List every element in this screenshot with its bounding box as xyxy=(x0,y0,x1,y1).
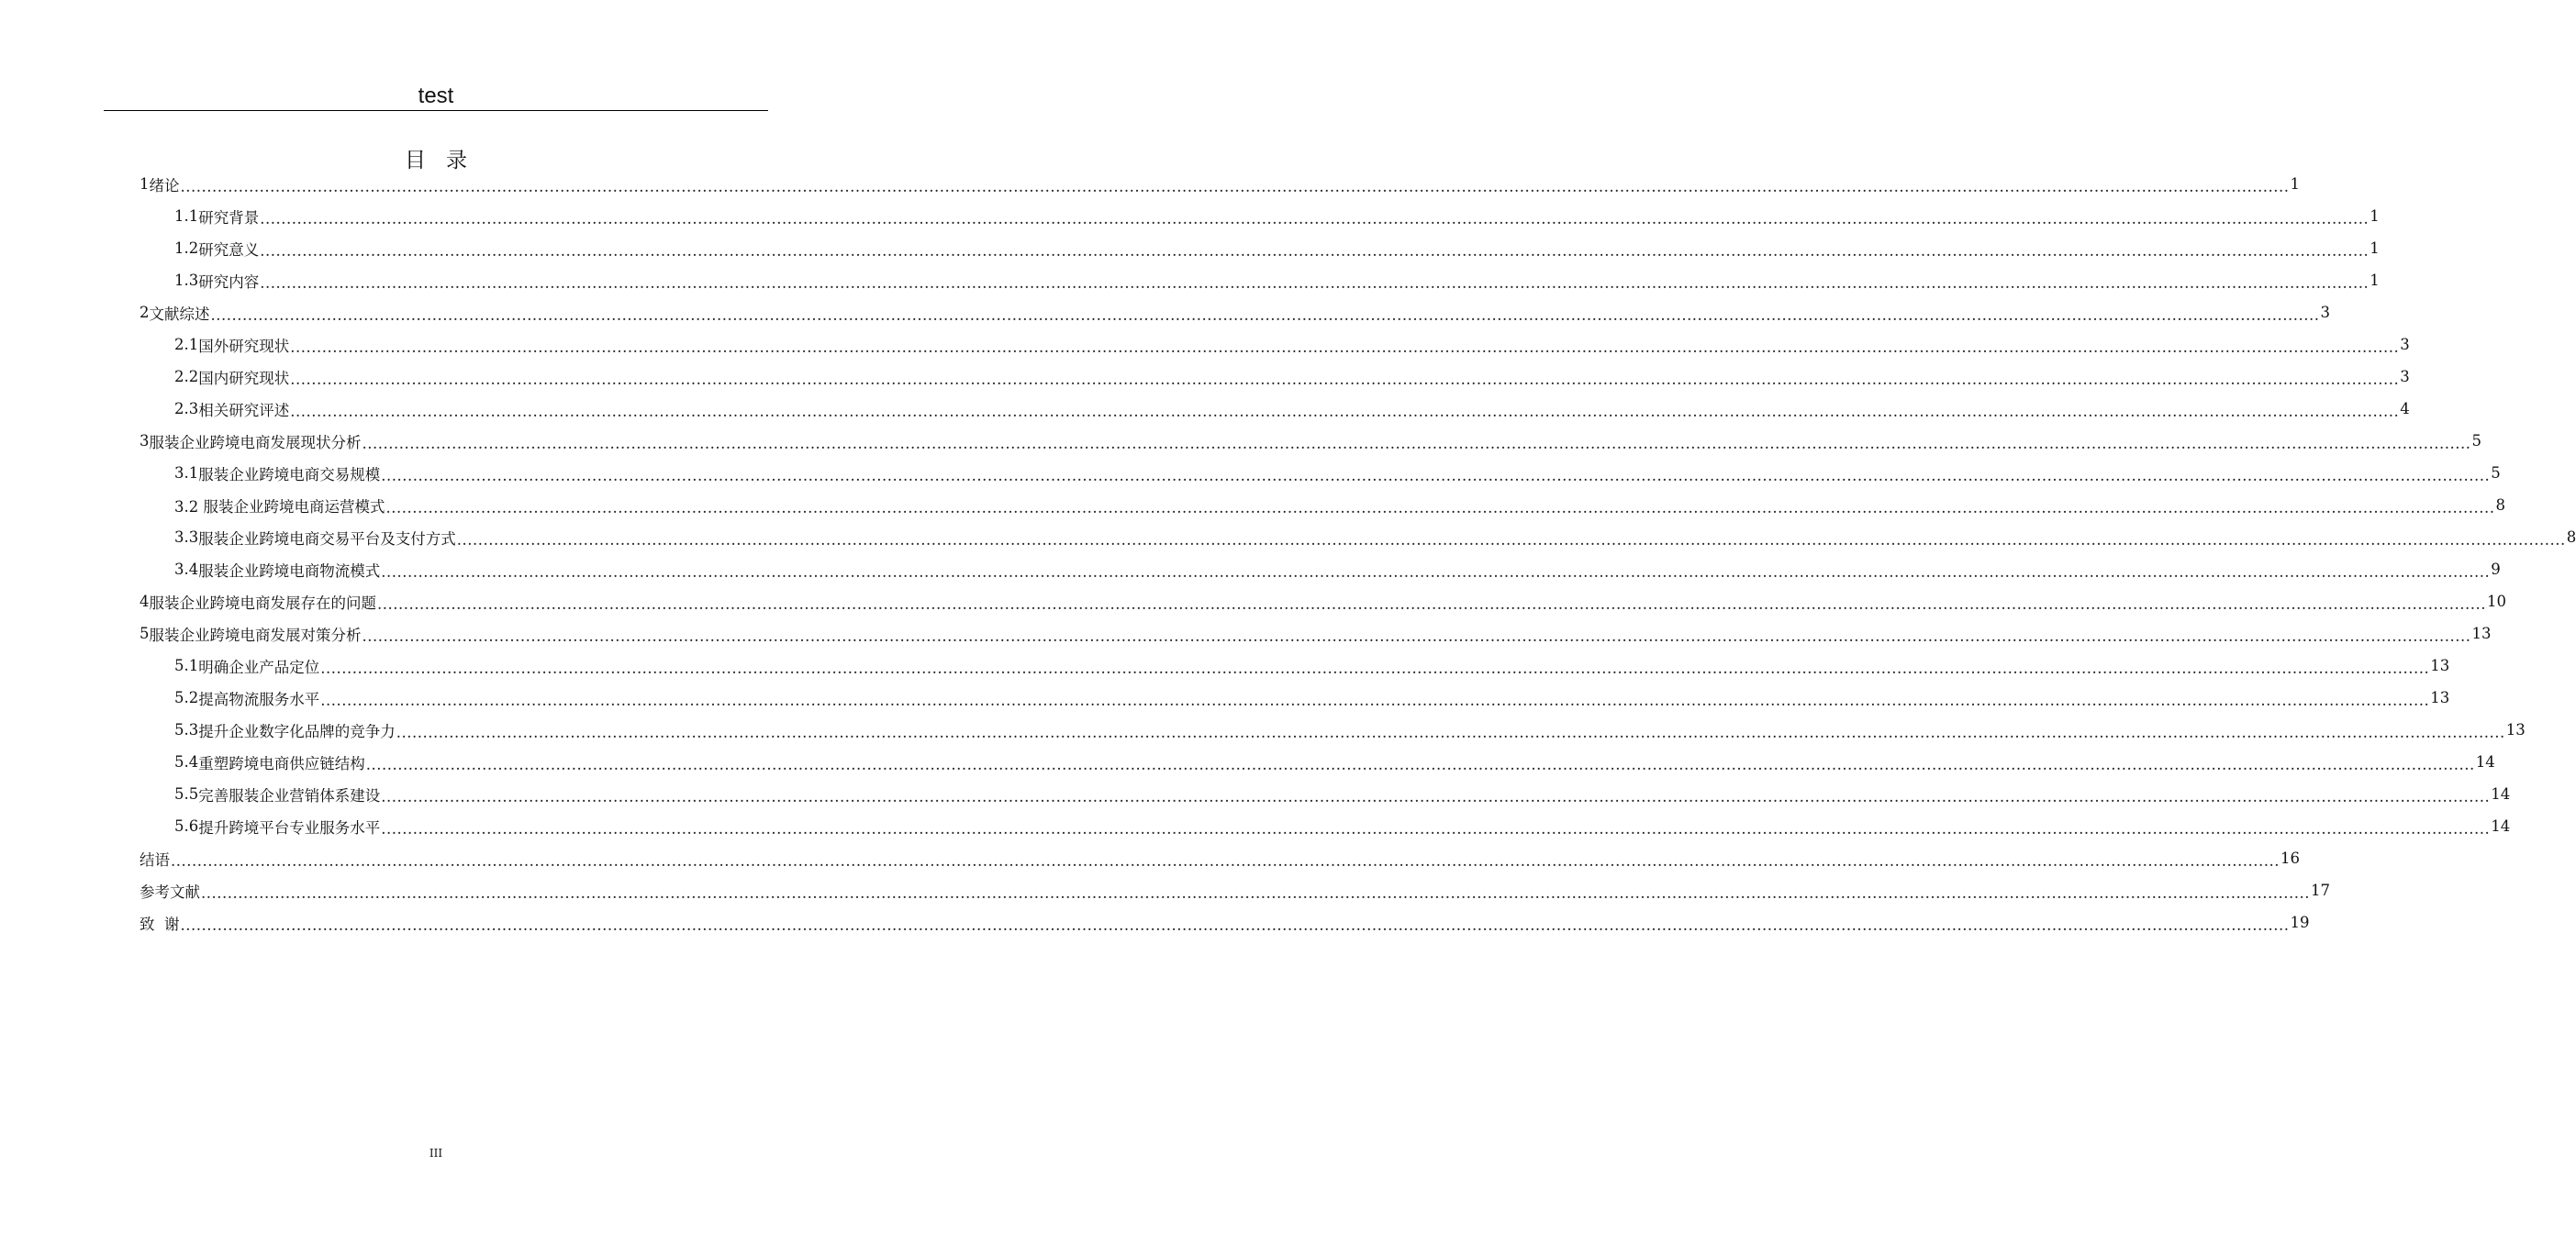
toc-entry[interactable] xyxy=(0,682,2450,714)
toc-entry[interactable] xyxy=(0,425,2481,457)
toc-entry-page: 1 xyxy=(2290,175,2300,193)
toc-dot-leader: ................................................................................................................................................................................................................................................................................................................................................................................................................ xyxy=(381,563,2491,581)
toc-dot-leader: ................................................................................................................................................................................................................................................................................................................................................................................................................ xyxy=(362,435,2471,452)
toc-entry-number: 2.1 xyxy=(174,336,199,353)
page-number: III xyxy=(429,1147,443,1160)
toc-entry-page: 14 xyxy=(2491,785,2511,803)
toc-entry-label: 服装企业跨境电商交易平台及支付方式 xyxy=(198,529,456,548)
toc-dot-leader: ................................................................................................................................................................................................................................................................................................................................................................................................................ xyxy=(396,724,2505,741)
toc-entry-number: 4 xyxy=(139,593,150,610)
toc-entry-number: 1.1 xyxy=(174,207,199,225)
toc-entry-label: 重塑跨境电商供应链结构 xyxy=(198,754,365,772)
toc-entry[interactable] xyxy=(0,650,2450,682)
toc-entry-page: 5 xyxy=(2471,432,2481,450)
toc-entry[interactable] xyxy=(0,810,2511,842)
toc-entry[interactable] xyxy=(0,746,2495,778)
toc-dot-leader: ................................................................................................................................................................................................................................................................................................................................................................................................................ xyxy=(260,242,2370,260)
toc-entry[interactable] xyxy=(0,714,2526,746)
toc-dot-leader: ................................................................................................................................................................................................................................................................................................................................................................................................................ xyxy=(381,788,2491,805)
toc-dot-leader: ................................................................................................................................................................................................................................................................................................................................................................................................................ xyxy=(260,210,2370,228)
toc-dot-leader: ................................................................................................................................................................................................................................................................................................................................................................................................................ xyxy=(290,403,2400,420)
toc-entry[interactable] xyxy=(0,296,2330,328)
toc-entry-label: 服装企业跨境电商发展存在的问题 xyxy=(149,594,376,612)
toc-entry-label: 研究意义 xyxy=(198,240,260,259)
toc-entry-label: 服装企业跨境电商发展现状分析 xyxy=(149,433,362,451)
toc-entry[interactable] xyxy=(0,393,2410,425)
toc-entry-label: 提高物流服务水平 xyxy=(198,690,320,708)
toc-dot-leader: ................................................................................................................................................................................................................................................................................................................................................................................................................ xyxy=(456,531,2566,549)
toc-entry-label: 3.2 服装企业跨境电商运营模式 xyxy=(174,497,385,516)
toc-entry-label: 结语 xyxy=(139,850,170,869)
toc-entry-label: 参考文献 xyxy=(139,883,200,901)
toc-dot-leader: ................................................................................................................................................................................................................................................................................................................................................................................................................ xyxy=(290,339,2400,356)
toc-entry[interactable] xyxy=(0,521,2576,553)
toc-entry-page: 13 xyxy=(2430,689,2450,706)
toc-entry-label: 服装企业跨境电商发展对策分析 xyxy=(149,626,362,644)
toc-entry-number: 5 xyxy=(139,625,150,642)
toc-entry-number: 5.1 xyxy=(174,657,199,674)
toc-entry-page: 14 xyxy=(2475,753,2495,771)
toc-dot-leader: ................................................................................................................................................................................................................................................................................................................................................................................................................ xyxy=(210,306,2320,324)
toc-entry[interactable] xyxy=(0,617,2492,650)
toc-entry[interactable] xyxy=(0,168,2300,200)
toc-entry-number: 2.3 xyxy=(174,400,199,417)
toc-dot-leader: ................................................................................................................................................................................................................................................................................................................................................................................................................ xyxy=(320,660,2430,677)
toc-dot-leader: ................................................................................................................................................................................................................................................................................................................................................................................................................ xyxy=(290,371,2400,388)
toc-dot-leader: ................................................................................................................................................................................................................................................................................................................................................................................................................ xyxy=(377,595,2486,613)
toc-entry[interactable] xyxy=(0,906,2310,939)
toc-entry-page: 1 xyxy=(2370,207,2380,225)
toc-entry[interactable] xyxy=(0,361,2410,393)
toc-entry-page: 3 xyxy=(2400,336,2410,353)
toc-entry-label: 研究内容 xyxy=(198,272,260,291)
toc-dot-leader: ................................................................................................................................................................................................................................................................................................................................................................................................................ xyxy=(362,628,2471,645)
toc-entry[interactable] xyxy=(0,553,2501,585)
toc-entry-page: 13 xyxy=(2471,625,2492,642)
toc-entry-number: 3.1 xyxy=(174,464,199,482)
toc-dot-leader: ................................................................................................................................................................................................................................................................................................................................................................................................................ xyxy=(381,820,2491,838)
toc-entry-label: 服装企业跨境电商交易规模 xyxy=(198,465,381,483)
toc-dot-leader: ................................................................................................................................................................................................................................................................................................................................................................................................................ xyxy=(171,852,2280,870)
toc-entry[interactable] xyxy=(0,264,2380,296)
toc-dot-leader: ................................................................................................................................................................................................................................................................................................................................................................................................................ xyxy=(365,756,2475,773)
toc-entry[interactable] xyxy=(0,842,2300,874)
toc-entry[interactable] xyxy=(0,328,2410,361)
toc-entry-number: 1.2 xyxy=(174,239,199,257)
toc-entry[interactable] xyxy=(0,874,2330,906)
toc-entry[interactable] xyxy=(0,778,2511,810)
toc-entry-page: 1 xyxy=(2370,272,2380,289)
toc-dot-leader: ................................................................................................................................................................................................................................................................................................................................................................................................................ xyxy=(180,178,2290,195)
toc-entry-page: 16 xyxy=(2280,850,2300,867)
toc-entry-number: 5.6 xyxy=(174,817,199,835)
toc-dot-leader: ................................................................................................................................................................................................................................................................................................................................................................................................................ xyxy=(385,499,2495,517)
toc-entry-number: 3.3 xyxy=(174,528,199,546)
toc-entry-number: 5.4 xyxy=(174,753,199,771)
toc-entry-number: 3.4 xyxy=(174,561,199,578)
toc-entry-label: 明确企业产品定位 xyxy=(198,658,320,676)
header-divider xyxy=(104,110,768,111)
toc-entry-number: 1.3 xyxy=(174,272,199,289)
toc-dot-leader: ................................................................................................................................................................................................................................................................................................................................................................................................................ xyxy=(180,916,2290,934)
toc-entry-page: 8 xyxy=(2495,496,2505,514)
toc-entry-label: 相关研究评述 xyxy=(198,401,290,419)
toc-entry[interactable] xyxy=(0,457,2501,489)
toc-entry-label: 提升跨境平台专业服务水平 xyxy=(198,818,381,837)
toc-entry-page: 3 xyxy=(2400,368,2410,385)
toc-entry-label: 完善服装企业营销体系建设 xyxy=(198,786,381,805)
toc-dot-leader: ................................................................................................................................................................................................................................................................................................................................................................................................................ xyxy=(381,467,2491,484)
toc-entry-number: 5.2 xyxy=(174,689,199,706)
toc-entry-number: 5.3 xyxy=(174,721,199,739)
toc-entry-page: 8 xyxy=(2566,528,2576,546)
toc-entry[interactable] xyxy=(0,585,2506,617)
toc-entry-number: 5.5 xyxy=(174,785,199,803)
toc-entry-page: 9 xyxy=(2491,561,2501,578)
document-header-title: test xyxy=(418,83,454,108)
toc-entry-page: 14 xyxy=(2491,817,2511,835)
toc-dot-leader: ................................................................................................................................................................................................................................................................................................................................................................................................................ xyxy=(260,274,2370,292)
toc-entry-page: 10 xyxy=(2486,593,2506,610)
toc-entry-page: 13 xyxy=(2430,657,2450,674)
toc-heading: 目录 xyxy=(405,149,487,172)
toc-entry-label: 国内研究现状 xyxy=(198,369,290,387)
toc-entry-label: 提升企业数字化品牌的竞争力 xyxy=(198,722,396,740)
toc-entry-number: 1 xyxy=(139,175,150,193)
toc-entry-label: 致 谢 xyxy=(139,915,180,933)
toc-entry-label: 国外研究现状 xyxy=(198,337,290,355)
toc-dot-leader: ................................................................................................................................................................................................................................................................................................................................................................................................................ xyxy=(201,884,2310,902)
toc-entry-page: 19 xyxy=(2290,914,2310,931)
toc-entry-page: 5 xyxy=(2491,464,2501,482)
toc-entry-page: 4 xyxy=(2400,400,2410,417)
toc-entry-label: 服装企业跨境电商物流模式 xyxy=(198,561,381,580)
toc-entry-label: 绪论 xyxy=(149,176,180,194)
toc-entry-number: 3 xyxy=(139,432,150,450)
toc-entry-number: 2.2 xyxy=(174,368,199,385)
toc-entry-page: 17 xyxy=(2310,882,2330,899)
toc-entry-label: 研究背景 xyxy=(198,208,260,227)
toc-entry[interactable] xyxy=(0,232,2380,264)
toc-entry[interactable] xyxy=(0,200,2380,232)
toc-entry-label: 文献综述 xyxy=(149,305,210,323)
toc-entry-number: 2 xyxy=(139,304,150,321)
toc-entry-page: 3 xyxy=(2320,304,2330,321)
toc-entry[interactable] xyxy=(0,489,2505,521)
toc-entry-page: 1 xyxy=(2370,239,2380,257)
toc-dot-leader: ................................................................................................................................................................................................................................................................................................................................................................................................................ xyxy=(320,692,2430,709)
toc-entry-page: 13 xyxy=(2505,721,2526,739)
